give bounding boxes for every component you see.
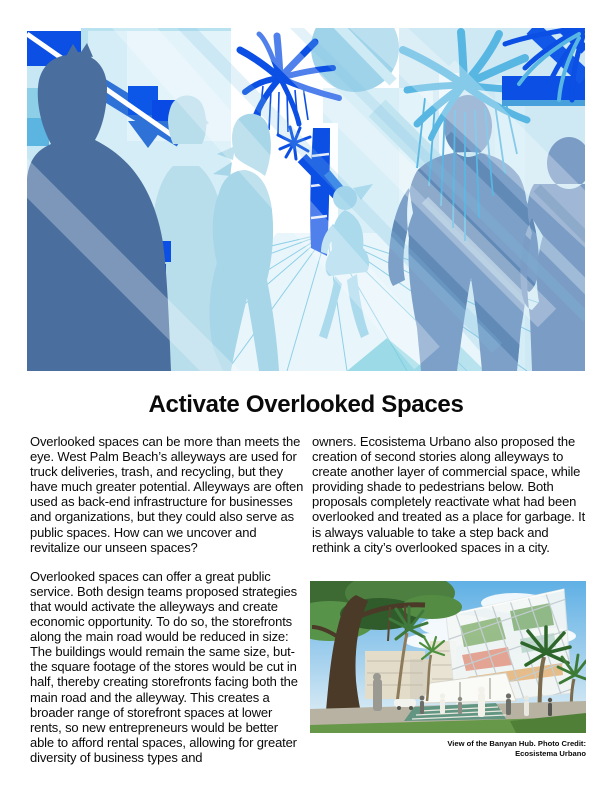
body-column-right <box>312 434 586 569</box>
pedestrians-palms-illustration-svg <box>27 28 585 371</box>
paragraph-1: Overlooked spaces can be more than meets the eye. West Palm Beach’s alleyways are used for truck deliveries, trash, and recycling, but they have much greater potential. Alleyways are often used as back-end infrastructure for businesses and organizations, but they could also serve as public spaces. How can we uncover and revitalize our unseen spaces? <box>30 434 304 555</box>
photo-caption-line1: View of the Banyan Hub. Photo Credit: <box>447 739 586 748</box>
page-title: Activate Overlooked Spaces <box>148 391 464 418</box>
paragraph-2: Overlooked spaces can offer a great public service. Both design teams proposed strategies that would activate the alleyways and create economic opportunity. To do so, the storefronts along the main road would be reduced in size: The buildings would remain the same size, but- the square footage of the stores would be cut in half, thereby creating storefronts facing both the main road and the alleyway. This creates a broader range of storefront spaces at lower rents, so new entrepreneurs would be better able to afford rental spaces, allowing for greater diversity of business types and <box>30 568 298 765</box>
banyan-hub-rendering-svg <box>310 581 586 733</box>
paragraph-3: owners. Ecosistema Urbano also proposed the creation of second stories along alleyways to create another layer of commercial space, while providing shade to pedestrians below. Both proposals completely reactivate what had been overlooked and treated as a place for garbage. It is always valuable to take a step back and rethink a city’s overlooked spaces in a city. <box>312 434 586 555</box>
hero-illustration <box>27 28 585 371</box>
photo-caption-line2: Ecosistema Urbano <box>515 748 586 758</box>
photo-caption <box>310 739 586 758</box>
banyan-hub-photo <box>310 581 586 733</box>
body-column-left <box>30 434 304 779</box>
